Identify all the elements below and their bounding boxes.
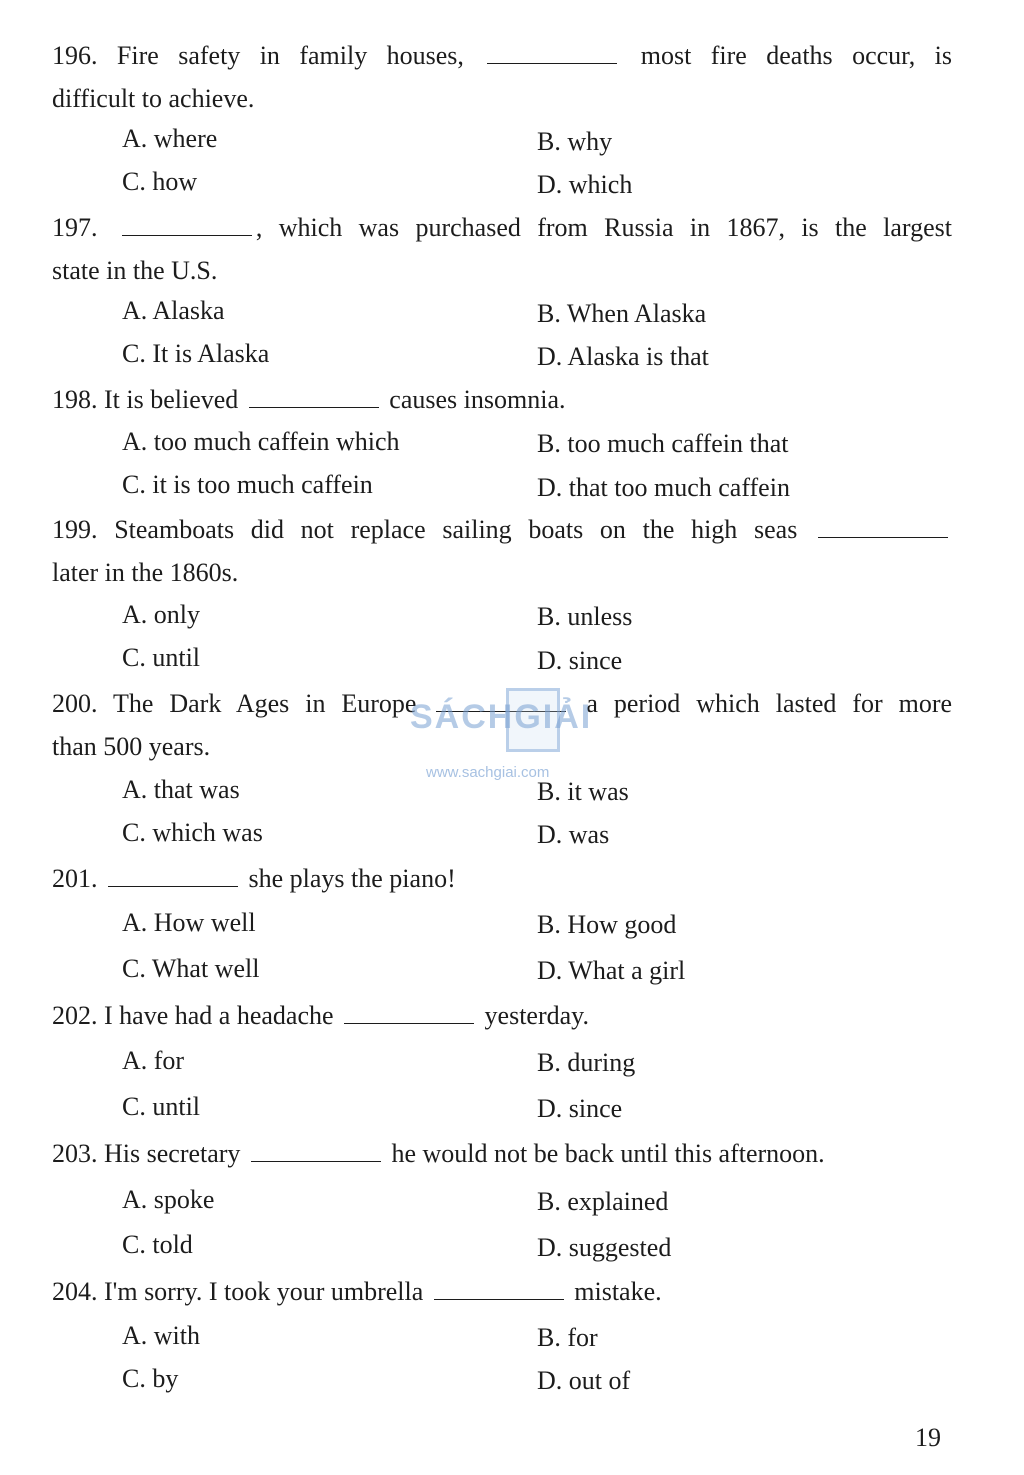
question-stem-line: 196. Fire safety in family houses, most fire deaths occur, is — [52, 41, 953, 70]
question-203 — [52, 1132, 952, 1175]
question-stem-line: 203. His secretary he would not be back until this afternoon. — [52, 1139, 825, 1168]
question-204 — [52, 1270, 952, 1313]
option-a: A. that was — [122, 775, 240, 804]
question-stem-line: 201. she plays the piano! — [52, 864, 456, 893]
option-d: D. What a girl — [537, 956, 686, 985]
option-a: A. only — [122, 600, 200, 629]
answer-blank — [434, 1277, 564, 1300]
option-c: C. It is Alaska — [122, 339, 270, 368]
option-d: D. that too much caffein — [537, 473, 790, 502]
answer-blank — [344, 1001, 474, 1024]
question-stem-line: 200. The Dark Ages in Europe a period which lasted for more — [52, 689, 953, 718]
question-stem-line: 198. It is believed causes insomnia. — [52, 385, 566, 414]
option-d: D. suggested — [537, 1233, 672, 1262]
question-199 — [52, 508, 952, 594]
option-c: C. until — [122, 643, 201, 672]
option-b: B. during — [537, 1048, 636, 1077]
option-b: B. why — [537, 127, 613, 156]
option-c: C. What well — [122, 954, 260, 983]
question-stem-line: 202. I have had a headache yesterday. — [52, 1001, 589, 1030]
question-198 — [52, 378, 952, 421]
question-200 — [52, 682, 952, 768]
option-a: A. where — [122, 124, 218, 153]
option-d: D. Alaska is that — [537, 342, 709, 371]
option-c: C. by — [122, 1364, 179, 1393]
option-c: C. which was — [122, 818, 263, 847]
question-stem-line: than 500 years. — [52, 732, 211, 761]
option-c: C. how — [122, 167, 198, 196]
option-a: A. spoke — [122, 1185, 215, 1214]
option-d: D. out of — [537, 1366, 631, 1395]
option-b: B. When Alaska — [537, 299, 707, 328]
option-a: A. with — [122, 1321, 200, 1350]
question-197 — [52, 206, 952, 292]
answer-blank — [487, 41, 617, 64]
option-b: B. it was — [537, 777, 629, 806]
watermark-url: www.sachgiai.com — [426, 764, 550, 781]
question-196 — [52, 34, 952, 120]
answer-blank — [251, 1139, 381, 1162]
option-d: D. was — [537, 820, 610, 849]
option-b: B. explained — [537, 1187, 669, 1216]
answer-blank — [436, 689, 566, 712]
question-stem-line: state in the U.S. — [52, 256, 218, 285]
option-b: B. too much caffein that — [537, 429, 789, 458]
question-stem-line: later in the 1860s. — [52, 558, 239, 587]
option-a: A. for — [122, 1046, 185, 1075]
option-b: B. unless — [537, 602, 633, 631]
option-d: D. since — [537, 646, 623, 675]
question-202 — [52, 994, 952, 1037]
option-b: B. How good — [537, 910, 677, 939]
question-stem-line: 197. , which was purchased from Russia in 1867, is the largest — [52, 213, 952, 242]
watermark-logo: SÁCHGIẢI — [410, 698, 593, 736]
answer-blank — [249, 385, 379, 408]
answer-blank — [818, 515, 948, 538]
option-b: B. for — [537, 1323, 598, 1352]
option-d: D. which — [537, 170, 633, 199]
option-a: A. too much caffein which — [122, 427, 400, 456]
question-stem-line: 204. I'm sorry. I took your umbrella mistake. — [52, 1277, 662, 1306]
question-201 — [52, 857, 952, 900]
option-c: C. it is too much caffein — [122, 470, 373, 499]
question-stem-line: difficult to achieve. — [52, 84, 255, 113]
option-a: A. Alaska — [122, 296, 225, 325]
answer-blank — [108, 864, 238, 887]
option-c: C. told — [122, 1230, 193, 1259]
question-stem-line: 199. Steamboats did not replace sailing boats on the high seas — [52, 508, 952, 551]
option-a: A. How well — [122, 908, 256, 937]
option-c: C. until — [122, 1092, 201, 1121]
answer-blank — [122, 213, 252, 236]
option-d: D. since — [537, 1094, 623, 1123]
page-number: 19 — [915, 1423, 941, 1452]
